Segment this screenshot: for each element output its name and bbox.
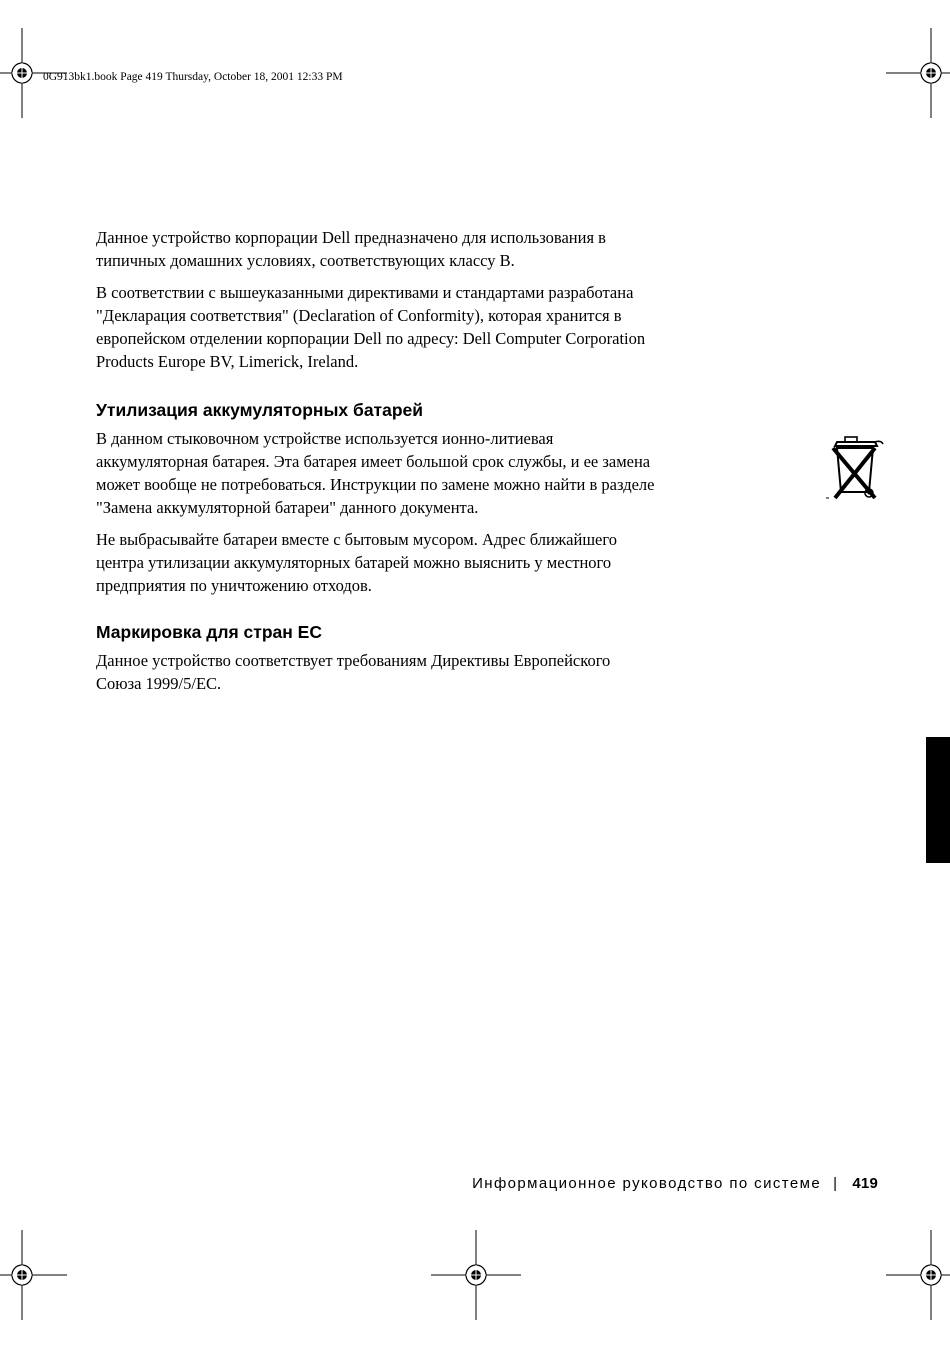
crop-mark-bottom-right-icon [886,1230,950,1320]
crop-mark-bottom-left-icon [0,1230,67,1320]
crop-mark-bottom-center-icon [431,1230,521,1320]
main-content [96,226,656,704]
paragraph-eu-directive: Данное устройство соответствует требованиям Директивы Европейского Союза 1999/5/ЕС. [96,651,611,693]
heading-eu-marking: Маркировка для стран ЕС [96,622,322,642]
paragraph-dell-class-b: Данное устройство корпорации Dell предназначено для использования в типичных домашних условиях, соответствующих классу B. [96,228,606,270]
book-header: 0G913bk1.book Page 419 Thursday, October 18, 2001 12:33 PM [43,71,343,83]
footer-separator: | [833,1175,839,1192]
crop-mark-top-right-icon [886,28,950,118]
page-number: 419 [852,1175,878,1192]
crossed-out-wheelie-bin-icon [823,432,887,504]
footer-title: Информационное руководство по системе [472,1175,822,1192]
paragraph-battery-recycling: Не выбрасывайте батареи вместе с бытовым мусором. Адрес ближайшего центра утилизации аккумуляторных батарей можно выяснить у местного предприятия по уничтожению отходов. [96,530,617,595]
paragraph-declaration: В соответствии с вышеуказанными директивами и стандартами разработана "Декларация соответствия" (Declaration of Conformity), которая хранится в европейском отделении корпорации Dell по адресу: Dell Computer Corporation Products Europe BV, Limerick, Ireland. [96,283,646,371]
paragraph-battery-info: В данном стыковочном устройстве используется ионно-литиевая аккумуляторная батарея. Эта батарея имеет большой срок службы, и ее замена может вообще не потребоваться. Инструкции по замене можно найти в разделе "Замена аккумуляторной батареи" данного документа. [96,429,655,517]
section-side-tab [926,737,950,863]
page-footer [472,1175,878,1192]
heading-battery-disposal: Утилизация аккумуляторных батарей [96,400,424,420]
